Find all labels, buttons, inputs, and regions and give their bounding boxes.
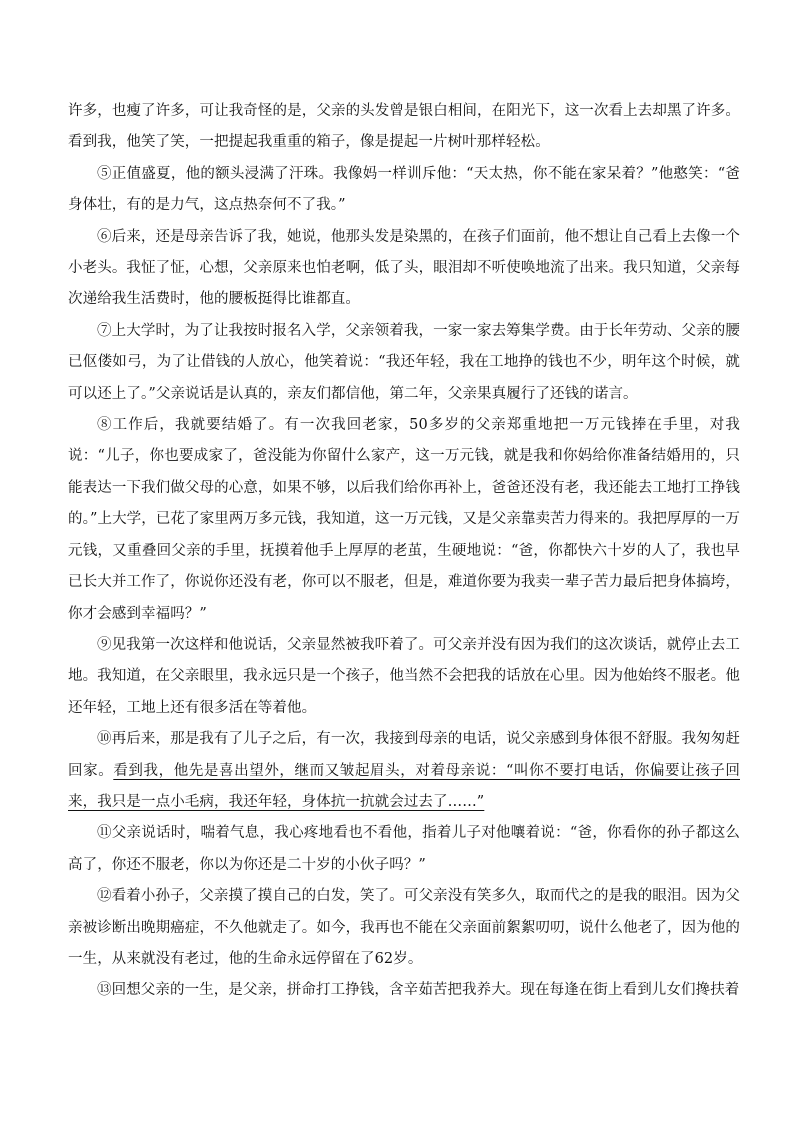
paragraph-continuation: 许多，也瘦了许多，可让我奇怪的是，父亲的头发曾是银白相间，在阳光下，这一次看上去却黑了许多。看到我，他笑了笑，一把提起我重重的箱子，像是提起一片树叶那样轻松。 [68, 103, 740, 151]
paragraph-10-underlined-text: 看到我，他先是喜出望外，继而又皱起眉头，对着母亲说：“叫你不要打电话，你偏要让孩子回来，我只是一点小毛病，我还年轻，身体抗一抗就会过去了……” [68, 762, 740, 810]
paragraph-9: ⑨见我第一次这样和他说话，父亲显然被我吓着了。可父亲并没有因为我们的这次谈话，就停止去工地。我知道，在父亲眼里，我永远只是一个孩子，他当然不会把我的话放在心里。因为他始终不服老。他还年轻，工地上还有很多活在等着他。 [68, 636, 740, 716]
paragraph-10-text: ⑩再后来，那是我有了儿子之后，有一次，我接到母亲的电话，说父亲感到身体很不舒服。我匆匆赶回家。 [68, 731, 740, 779]
paragraph-6: ⑥后来，还是母亲告诉了我，她说，他那头发是染黑的，在孩子们面前，他不想让自己看上去像一个小老头。我怔了怔，心想，父亲原来也怕老啊，低了头，眼泪却不听使唤地流了出来。我只知道，父亲每次递给我生活费时，他的腰板挺得比谁都直。 [68, 228, 740, 308]
paragraph-7: ⑦上大学时，为了让我按时报名入学，父亲领着我，一家一家去筹集学费。由于长年劳动、父亲的腰已伛偻如弓，为了让借钱的人放心，他笑着说：“我还年轻，我在工地挣的钱也不少，明年这个时候，就可以还上了。”父亲说话是认真的，亲友们都信他，第二年，父亲果真履行了还钱的诺言。 [68, 322, 740, 402]
paragraph-8: ⑧工作后，我就要结婚了。有一次我回老家，50多岁的父亲郑重地把一万元钱捧在手里，对我说：“儿子，你也要成家了，爸没能为你留什么家产，这一万元钱，就是我和你妈给你准备结婚用的，只能表达一下我们做父母的心意，如果不够，以后我们给你再补上，爸爸还没有老，我还能去工地打工挣钱的。”上大学，已花了家里两万多元钱，我知道，这一万元钱，又是父亲靠卖苦力得来的。我把厚厚的一万元钱，又重叠回父亲的手里，抚摸着他手上厚厚的老茧，生硬地说：“爸，你都快六十岁的人了，我也早已长大并工作了，你说你还没有老，你可以不服老，但是，难道你要为我卖一辈子苦力最后把身体搞垮，你才会感到幸福吗？” [68, 417, 740, 622]
paragraph-5: ⑤正值盛夏，他的额头浸满了汗珠。我像妈一样训斥他：“天太热，你不能在家呆着？”他憨笑：“爸身体壮，有的是力气，这点热奈何不了我。” [68, 165, 740, 214]
paragraph-11: ⑪父亲说话时，喘着气息，我心疼地看也不看他，指着儿子对他嚷着说：“爸，你看你的孙子都这么高了，你还不服老，你以为你还是二十岁的小伙子吗？” [68, 825, 740, 873]
paragraph-12: ⑫看着小孙子，父亲摸了摸自己的白发，笑了。可父亲没有笑多久，取而代之的是我的眼泪。因为父亲被诊断出晚期癌症，不久他就走了。如今，我再也不能在父亲面前絮絮叨叨，说什么他老了，因为他的一生，从来就没有老过，他的生命永远停留在了62岁。 [68, 888, 740, 967]
paragraph-10 [68, 724, 740, 818]
paragraph-13: ⑬回想父亲的一生，是父亲，拼命打工挣钱，含辛茹苦把我养大。现在每逢在街上看到儿女们搀扶着 [97, 982, 740, 999]
article-body [68, 96, 740, 1007]
